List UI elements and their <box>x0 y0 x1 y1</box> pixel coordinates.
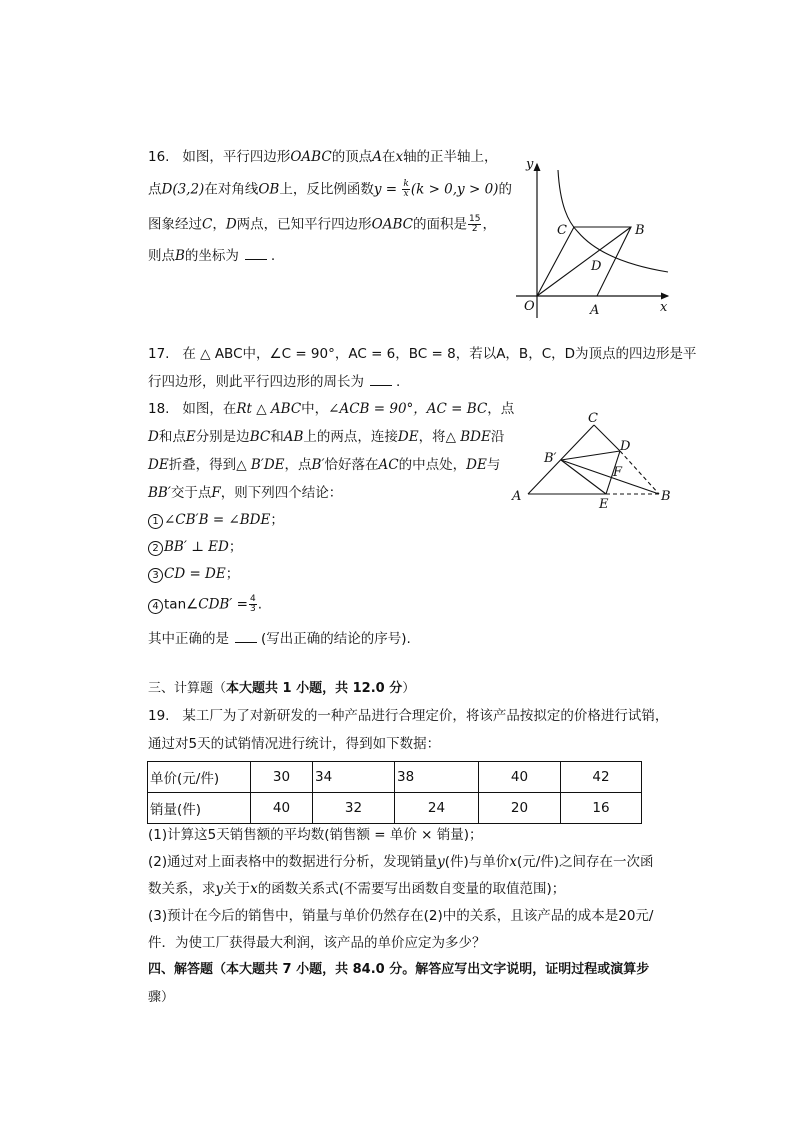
table-cell: 30 <box>251 762 313 793</box>
sales-data-table <box>147 761 642 824</box>
circled-number-3: 3 <box>148 568 163 583</box>
label-o: O <box>524 299 535 314</box>
circled-number-4: 4 <box>148 599 163 614</box>
q19-line1: 19. 某工厂为了对新研发的一种产品进行合理定价，将该产品按拟定的价格进行试销， <box>148 708 669 724</box>
q19-part2-line1: (2)通过对上面表格中的数据进行分析，发现销量y(件)与单价x(元/件)之间存在一次函 <box>148 854 654 870</box>
table-cell: 20 <box>479 793 561 824</box>
table-cell: 32 <box>313 793 395 824</box>
table-cell: 42 <box>561 762 642 793</box>
q18-conclusion-2: 2 BB′ ⊥ ED； <box>148 538 242 556</box>
label-y: y <box>526 157 534 172</box>
segment-bpe <box>561 460 606 494</box>
table-row-price <box>148 762 642 793</box>
section-4-title-cont: 骤） <box>148 990 175 1005</box>
table-header-cell: 销量(件) <box>148 793 251 824</box>
segment-bpd <box>561 451 620 460</box>
q16-line2: 点D(3,2)在对角线OB上，反比例函数y = $\frac{k}{x}$ (k > 0,y > 0)的 <box>148 179 512 199</box>
table-cell: 40 <box>479 762 561 793</box>
circled-number-2: 2 <box>148 541 163 556</box>
q19-part3-line2: 件．为使工厂获得最大利润，该产品的单价应定为多少？ <box>148 935 486 951</box>
side-cd <box>594 425 620 451</box>
fraction-15-over-2: $\frac{15}{2}$ <box>469 214 481 234</box>
q18-answer-line: 其中正确的是 (写出正确的结论的序号). <box>148 631 411 647</box>
table-cell: 16 <box>561 793 642 824</box>
table-cell: 34 <box>313 762 395 793</box>
label-d: D <box>620 439 631 454</box>
q18-line1: 18. 如图，在Rt △ ABC中，∠ACB = 90°，AC = BC，点 <box>148 401 515 417</box>
section-4-title: 四、解答题（本大题共 7 小题，共 84.0 分。解答应写出文字说明，证明过程或演算步 <box>148 962 650 977</box>
table-row-quantity <box>148 793 642 824</box>
label-e: E <box>599 497 609 512</box>
q18-conclusion-3: 3 CD = DE； <box>148 565 239 583</box>
label-d: D <box>591 259 602 274</box>
label-a: A <box>512 489 522 504</box>
q19-part3-line1: (3)预计在今后的销售中，销量与单价仍然存在(2)中的关系，且该产品的成本是20元/ <box>148 908 654 924</box>
q18-conclusion-1: 1 ∠CB′B = ∠BDE； <box>148 511 284 529</box>
label-x: x <box>660 300 668 315</box>
q19-part1: (1)计算这5天销售额的平均数(销售额 = 单价 × 销量)； <box>148 827 483 843</box>
section-3-title: 三、计算题（本大题共 1 小题，共 12.0 分） <box>148 681 416 696</box>
label-f: F <box>613 465 623 480</box>
q16-line1: 16. 如图，平行四边形OABC的顶点A在x轴的正半轴上， <box>148 149 498 165</box>
q18-line3: DE折叠，得到△ B′DE，点B′恰好落在AC的中点处，DE与 <box>148 457 501 473</box>
answer-blank <box>235 630 257 643</box>
circled-number-1: 1 <box>148 514 163 529</box>
fraction-4-over-3: $\frac{4}{3}$ <box>249 594 256 614</box>
table-header-cell: 单价(元/件) <box>148 762 251 793</box>
table-cell: 40 <box>251 793 313 824</box>
figure-18-triangle-fold <box>0 0 794 520</box>
q19-part2-line2: 数关系，求y关于x的函数关系式(不需要写出函数自变量的取值范围)； <box>148 881 566 897</box>
q17-line2: 行四边形，则此平行四边形的周长为 . <box>148 374 401 390</box>
table-cell: 24 <box>395 793 479 824</box>
fraction-k-over-x: $\frac{k}{x}$ <box>403 179 409 199</box>
q16-line3: 图象经过C，D两点，已知平行四边形OABC的面积是 $\frac{15}{2}$ ， <box>148 214 496 234</box>
q19-line2: 通过对5天的试销情况进行统计，得到如下数据： <box>148 736 441 752</box>
q18-line4: BB′交于点F，则下列四个结论： <box>148 485 343 501</box>
label-b: B <box>635 223 645 238</box>
label-b: B <box>661 489 671 504</box>
label-c: C <box>557 223 567 238</box>
q17-line1: 17. 在 △ ABC中，∠C = 90°，AC = 6，BC = 8，若以A，B，C，D为顶点的四边形是平 <box>148 346 697 362</box>
q18-conclusion-4: 4 tan∠CDB′ = $\frac{4}{3}$ . <box>148 595 262 614</box>
q16-number: 16. <box>148 149 170 165</box>
q18-line2: D和点E分别是边BC和AB上的两点，连接DE，将△ BDE沿 <box>148 429 505 445</box>
label-b-prime: B′ <box>544 451 557 466</box>
label-a: A <box>590 303 600 318</box>
q16-line4: 则点B的坐标为 . <box>148 248 276 264</box>
label-c: C <box>588 411 598 426</box>
table-cell: 38 <box>395 762 479 793</box>
